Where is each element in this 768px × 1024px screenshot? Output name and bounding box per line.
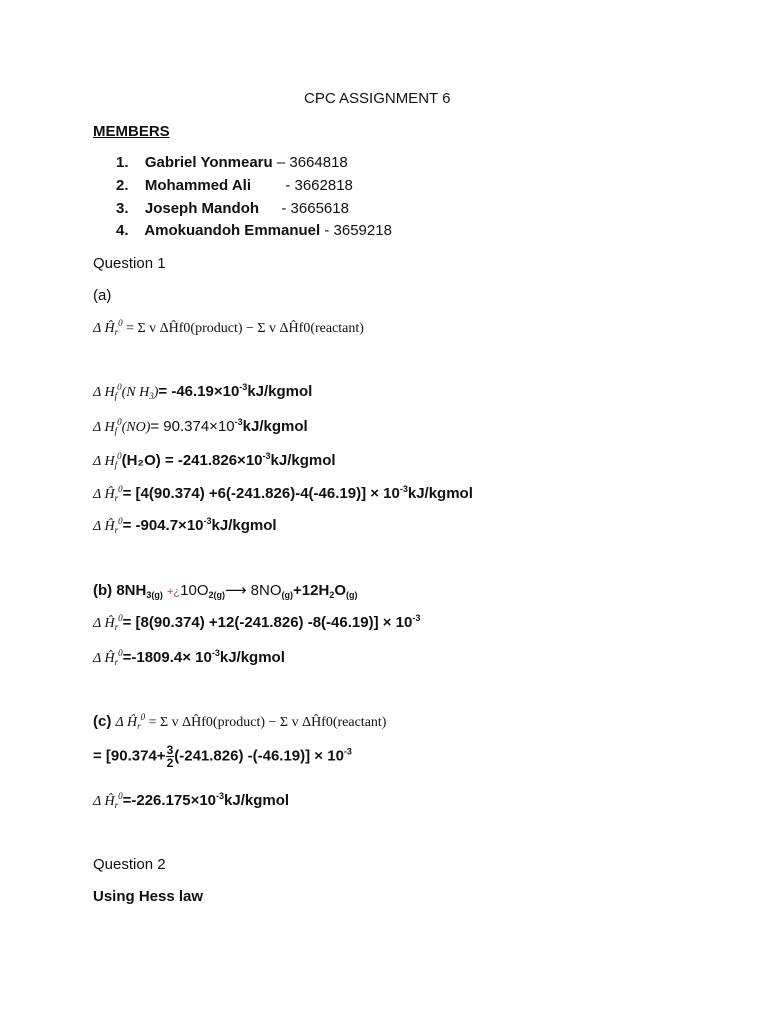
part-a-label: (a) xyxy=(93,287,112,304)
member-list-item: 1. Gabriel Yonmearu – 3664818 xyxy=(116,154,348,171)
member-name: Joseph Mandoh xyxy=(144,200,260,217)
no-formation-enthalpy: Δ $H_f^0(NO)=$ $90.374\times 10^{-3}kJ$/kgmol xyxy=(93,417,308,436)
part-c-equation: (c) Δ $Ĥ_r^0 = \Sigma$ v ΔĤf0(product) − Σ v ΔĤf0(reactant) xyxy=(93,712,387,731)
result-b: Δ $Ĥ_r^0=-1809.4\times$ $10^{-3}kJ$/kgmol xyxy=(93,648,285,667)
calculation-a: Δ $Ĥ_r^0= [4(90.374) +6(-241.826)-4(-46.19)]$ × $10^{-3}kJ$/kgmol xyxy=(93,484,473,503)
member-list-item: 2. Mohammed Ali - 3662818 xyxy=(116,177,353,194)
result-a: Δ $Ĥ_r^0=$ $-904.7\times 10^{-3}kJ$/kgmol xyxy=(93,516,277,535)
member-name: Gabriel Yonmearu xyxy=(144,154,273,171)
question-2-method: Using Hess law xyxy=(93,888,204,905)
enthalpy-general-equation: Δ $Ĥ_r^0 = \Sigma$ v ΔĤf0(product) − Σ v ΔĤf0(reactant) xyxy=(93,318,364,337)
question-1-label: Question 1 xyxy=(93,255,166,272)
reaction-equation-b: (b) $8NH_{3(g)}$ $+¿10O_{2(g)}⟶$ $8NO_{(g)}+12H_2O_{(g)}$ xyxy=(93,582,358,600)
member-id: 3659218 xyxy=(333,222,392,239)
member-name: Mohammed Ali xyxy=(144,177,251,194)
nh3-formation-enthalpy: Δ $H_f^0(N$ $H_3)=$ $-46.19\times 10^{-3}kJ$/kgmol xyxy=(93,382,313,401)
member-id: 3664818 xyxy=(289,154,348,171)
calculation-b: Δ $Ĥ_r^0= [8(90.374) +12(-241.826) -8(-46.19)] \times 10^{-3}$ xyxy=(93,613,421,632)
member-name: Amokuandoh Emmanuel xyxy=(144,222,321,239)
result-c: Δ $Ĥ_r^0=-226.175\times 10^{-3}kJ$/kgmol xyxy=(93,791,290,810)
member-list-item: 3. Joseph Mandoh - 3665618 xyxy=(116,200,349,217)
member-list-item: 4. Amokuandoh Emmanuel - 3659218 xyxy=(116,222,392,239)
member-id: 3665618 xyxy=(290,200,349,217)
document-title: CPC ASSIGNMENT 6 xyxy=(304,90,451,107)
members-heading: MEMBERS xyxy=(93,123,170,140)
question-2-label: Question 2 xyxy=(93,856,166,873)
member-id: 3662818 xyxy=(294,177,353,194)
calculation-c: = [90.374+ $\frac{3}{2}$ (-241.826) $-(-46.19)] \times 10^{-3}$ xyxy=(93,743,352,770)
h2o-formation-enthalpy: Δ $H_f^0(H_2O)$ = $-241.826\times 10^{-3}kJ$/kgmol xyxy=(93,451,336,470)
fraction-three-halves: $\frac{3}{2}$ xyxy=(166,743,174,770)
